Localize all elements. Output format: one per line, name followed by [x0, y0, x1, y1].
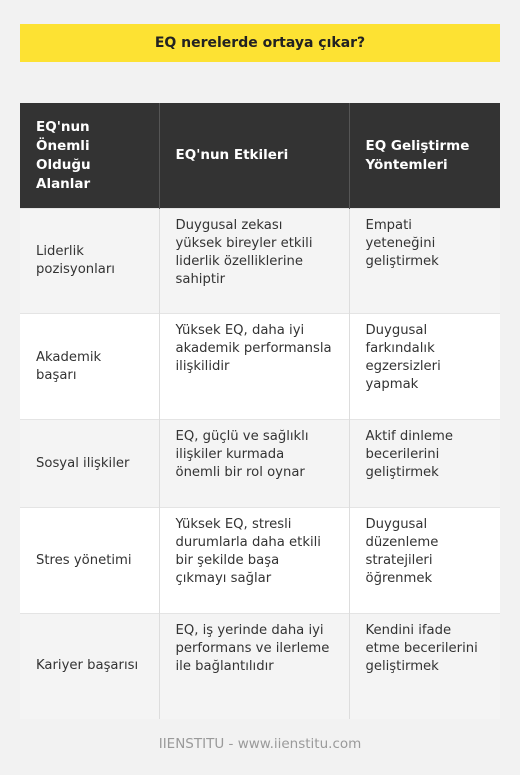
table-row	[20, 614, 500, 719]
cell-area: Stres yönetimi	[20, 508, 159, 614]
table-row	[20, 420, 500, 508]
cell-effect: EQ, iş yerinde daha iyi performans ve ilerleme ile bağlantılıdır	[159, 614, 349, 719]
cell-area: Akademik başarı	[20, 314, 159, 420]
table-row	[20, 508, 500, 614]
cell-method: Empati yeteneğini geliştirmek	[349, 209, 500, 314]
cell-method: Aktif dinleme becerilerini geliştirmek	[349, 420, 500, 508]
cell-area: Sosyal ilişkiler	[20, 420, 159, 508]
header-methods: EQ Geliştirme Yöntemleri	[349, 103, 500, 209]
cell-method: Duygusal farkındalık egzersizleri yapmak	[349, 314, 500, 420]
table-row	[20, 314, 500, 420]
cell-effect: EQ, güçlü ve sağlıklı ilişkiler kurmada önemli bir rol oynar	[159, 420, 349, 508]
eq-table	[20, 103, 500, 719]
header-areas: EQ'nun Önemli Olduğu Alanlar	[20, 103, 159, 209]
cell-method: Kendini ifade etme becerilerini geliştirmek	[349, 614, 500, 719]
cell-area: Kariyer başarısı	[20, 614, 159, 719]
cell-effect: Yüksek EQ, stresli durumlarla daha etkili bir şekilde başa çıkmayı sağlar	[159, 508, 349, 614]
cell-area: Liderlik pozisyonları	[20, 209, 159, 314]
cell-effect: Duygusal zekası yüksek bireyler etkili liderlik özelliklerine sahiptir	[159, 209, 349, 314]
cell-effect: Yüksek EQ, daha iyi akademik performansla ilişkilidir	[159, 314, 349, 420]
footer-text: IIENSTITU - www.iienstitu.com	[158, 736, 362, 752]
page-title: EQ nerelerde ortaya çıkar?	[20, 24, 500, 62]
table-header-row	[20, 103, 500, 209]
cell-method: Duygusal düzenleme stratejileri öğrenmek	[349, 508, 500, 614]
table-row	[20, 209, 500, 314]
header-effects: EQ'nun Etkileri	[159, 103, 349, 209]
